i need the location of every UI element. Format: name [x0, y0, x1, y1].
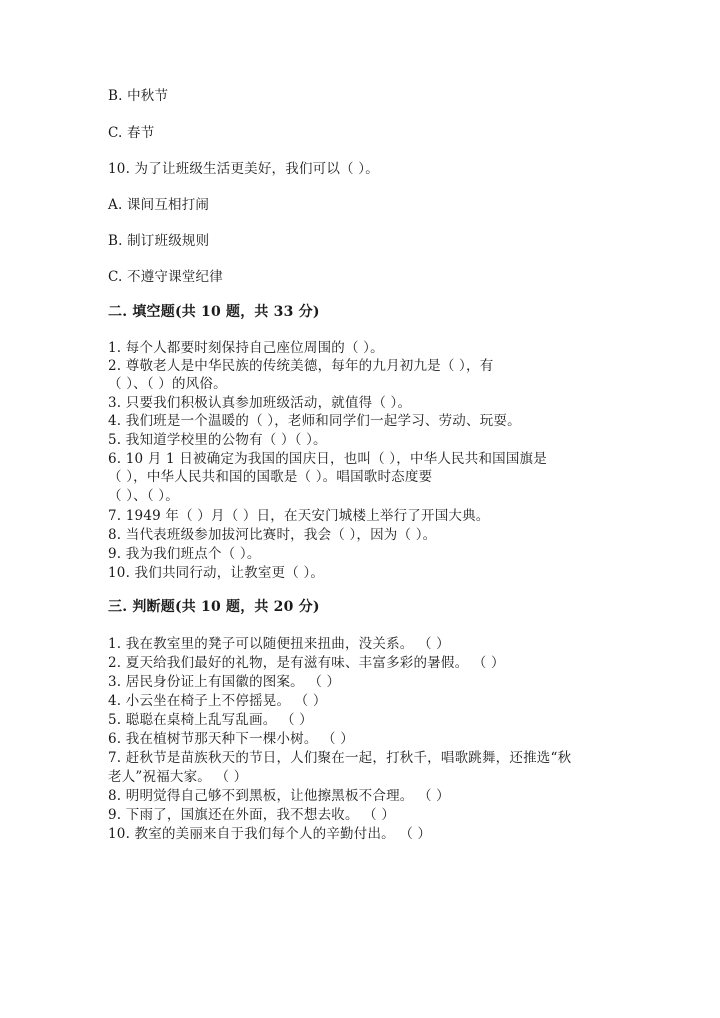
option-c: C. 春节 [108, 125, 155, 141]
fill-blank-line: 6. 10 月 1 日被确定为我国的国庆日，也叫（ ），中华人民共和国国旗是 [108, 451, 547, 467]
true-false-line: 10. 教室的美丽来自于我们每个人的辛勤付出。 （ ） [108, 826, 432, 842]
true-false-line: 3. 居民身份证上有国徽的图案。 （ ） [108, 674, 341, 690]
true-false-line: 6. 我在植树节那天种下一棵小树。 （ ） [108, 731, 354, 747]
true-false-line: 7. 赶秋节是苗族秋天的节日，人们聚在一起，打秋千，唱歌跳舞，还推选“秋 [108, 750, 572, 766]
question-10: 10. 为了让班级生活更美好，我们可以（ ）。 [108, 161, 379, 177]
fill-blank-line: 4. 我们班是一个温暖的（ ），老师和同学们一起学习、劳动、玩耍。 [108, 413, 521, 429]
fill-blank-line: （ ），中华人民共和国的国歌是（ ）。唱国歌时态度要 [108, 469, 433, 485]
true-false-line: 9. 下雨了，国旗还在外面，我不想去收。 （ ） [108, 807, 396, 823]
question-10-option-a: A. 课间互相打闹 [108, 197, 210, 213]
question-10-option-c: C. 不遵守课堂纪律 [108, 269, 223, 285]
true-false-line: 4. 小云坐在椅子上不停摇晃。 （ ） [108, 693, 327, 709]
true-false-line: 5. 聪聪在桌椅上乱写乱画。 （ ） [108, 712, 313, 728]
fill-blank-line: 3. 只要我们积极认真参加班级活动，就值得（ ）。 [108, 395, 412, 411]
true-false-line: 老人”祝福大家。 （ ） [108, 769, 248, 785]
fill-blank-line: 7. 1949 年（ ）月（ ）日，在天安门城楼上举行了开国大典。 [108, 508, 490, 524]
section-3-title: 三. 判断题(共 10 题，共 20 分) [108, 599, 320, 615]
fill-blank-line: 2. 尊敬老人是中华民族的传统美德，每年的九月初九是（ ），有 [108, 358, 494, 374]
option-b: B. 中秋节 [108, 88, 169, 104]
fill-blank-line: （ ）、（ ）的风俗。 [108, 376, 227, 392]
question-10-option-b: B. 制订班级规则 [108, 233, 210, 249]
fill-blank-line: 5. 我知道学校里的公物有（ ）（ ）。 [108, 432, 327, 448]
true-false-line: 2. 夏天给我们最好的礼物，是有滋有味、丰富多彩的暑假。 （ ） [108, 655, 505, 671]
fill-blank-line: 10. 我们共同行动，让教室更（ ）。 [108, 565, 325, 581]
section-2-title: 二. 填空题(共 10 题，共 33 分) [108, 304, 320, 320]
fill-blank-line: 1. 每个人都要时刻保持自己座位周围的（ ）。 [108, 340, 384, 356]
fill-blank-line: 8. 当代表班级参加拔河比赛时，我会（ ），因为（ ）。 [108, 527, 437, 543]
true-false-line: 8. 明明觉得自己够不到黑板，让他擦黑板不合理。 （ ） [108, 788, 450, 804]
true-false-line: 1. 我在教室里的凳子可以随便扭来扭曲，没关系。 （ ） [108, 636, 450, 652]
fill-blank-line: （ ）、（ ）。 [108, 488, 179, 504]
fill-blank-line: 9. 我为我们班点个（ ）。 [108, 546, 261, 562]
